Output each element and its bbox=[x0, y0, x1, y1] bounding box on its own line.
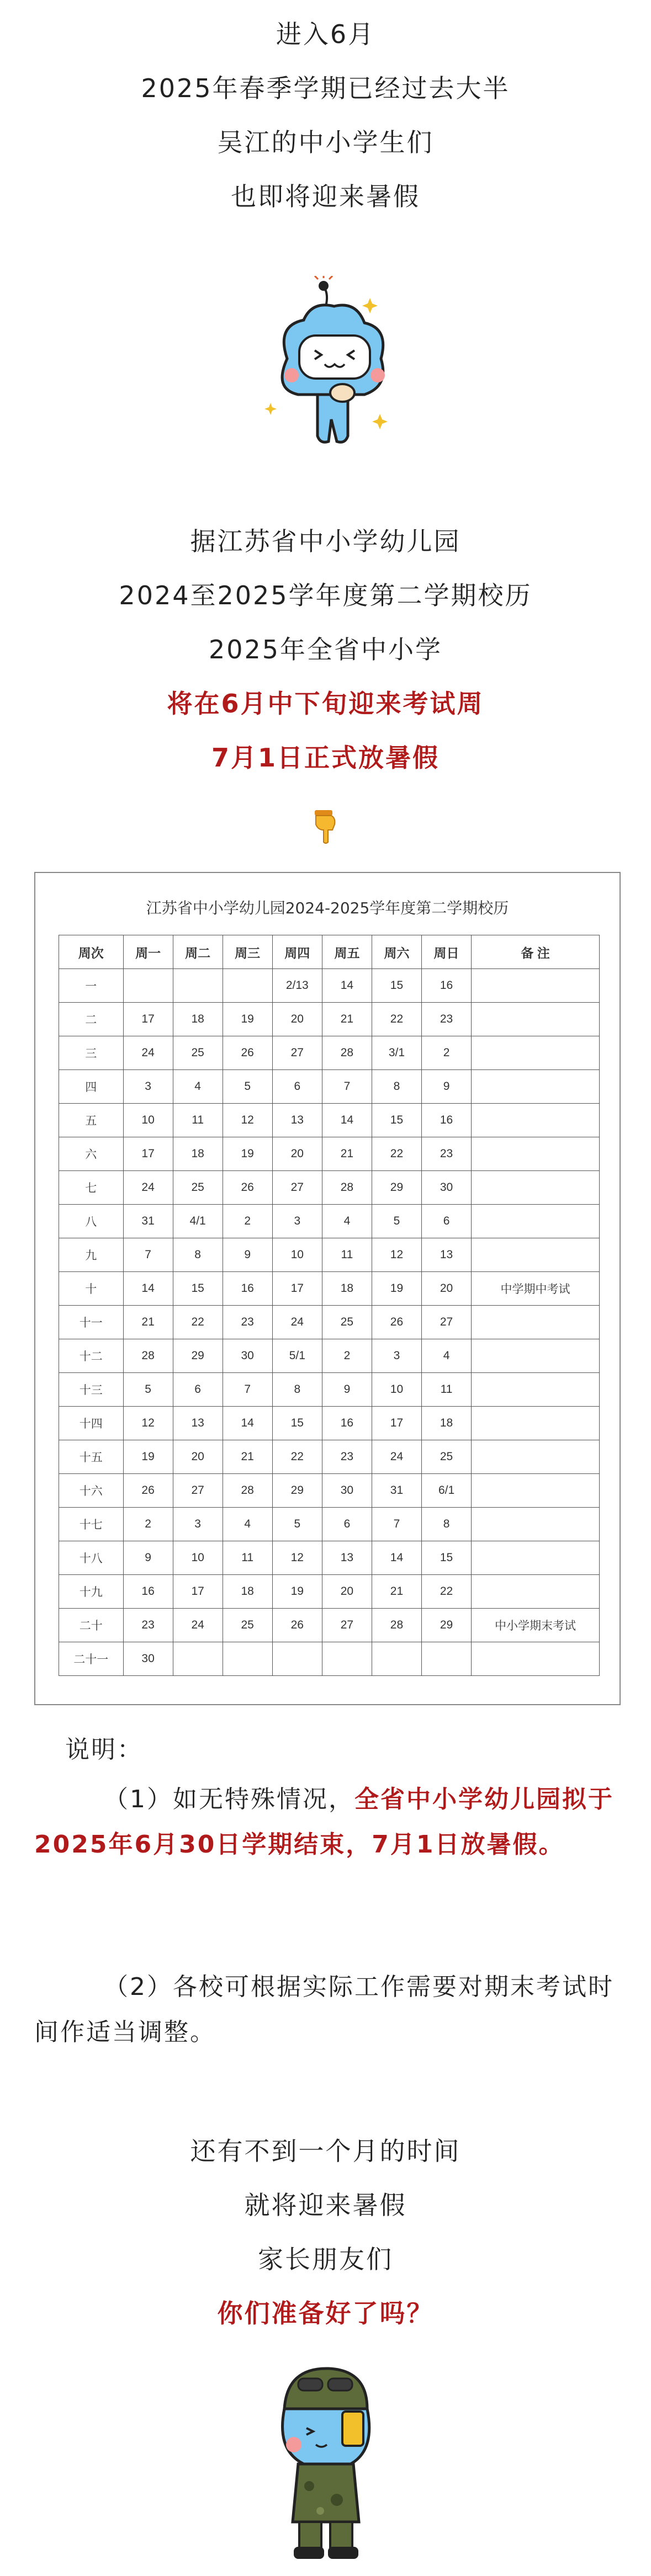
table-row bbox=[59, 1036, 600, 1070]
note-cell bbox=[472, 1440, 600, 1474]
date-cell: 11 bbox=[422, 1373, 472, 1407]
date-cell: 20 bbox=[272, 1003, 322, 1036]
week-number-cell: 十八 bbox=[59, 1541, 124, 1575]
date-cell: 6 bbox=[422, 1205, 472, 1238]
calendar-intro-line-3: 2025年全省中小学 bbox=[208, 635, 443, 664]
date-cell: 16 bbox=[123, 1575, 173, 1609]
date-cell: 22 bbox=[272, 1440, 322, 1474]
date-cell: 14 bbox=[223, 1407, 272, 1440]
date-cell: 27 bbox=[422, 1306, 472, 1339]
date-cell: 24 bbox=[272, 1306, 322, 1339]
note-cell bbox=[472, 1508, 600, 1541]
week-number-cell: 十四 bbox=[59, 1407, 124, 1440]
date-cell: 30 bbox=[422, 1171, 472, 1205]
date-cell: 30 bbox=[223, 1339, 272, 1373]
week-number-cell: 十五 bbox=[59, 1440, 124, 1474]
table-row bbox=[59, 1003, 600, 1036]
note-cell bbox=[472, 1474, 600, 1508]
date-cell: 15 bbox=[173, 1272, 223, 1306]
date-cell: 27 bbox=[173, 1474, 223, 1508]
date-cell bbox=[173, 1642, 223, 1676]
date-cell: 11 bbox=[173, 1104, 223, 1137]
date-cell: 21 bbox=[322, 1003, 372, 1036]
date-cell: 8 bbox=[272, 1373, 322, 1407]
date-cell: 9 bbox=[123, 1541, 173, 1575]
note-item-1 bbox=[34, 1777, 620, 1867]
date-cell: 5 bbox=[223, 1070, 272, 1104]
week-number-cell: 一 bbox=[59, 969, 124, 1003]
date-cell: 10 bbox=[173, 1541, 223, 1575]
date-cell: 14 bbox=[322, 969, 372, 1003]
date-cell bbox=[322, 1642, 372, 1676]
date-cell: 25 bbox=[173, 1036, 223, 1070]
date-cell: 2 bbox=[223, 1205, 272, 1238]
date-cell: 30 bbox=[123, 1642, 173, 1676]
date-cell: 5 bbox=[372, 1205, 421, 1238]
date-cell: 14 bbox=[123, 1272, 173, 1306]
calendar-header-cell: 周六 bbox=[372, 935, 421, 969]
note-cell bbox=[472, 1137, 600, 1171]
date-cell: 8 bbox=[422, 1508, 472, 1541]
week-number-cell: 七 bbox=[59, 1171, 124, 1205]
table-row bbox=[59, 1642, 600, 1676]
calendar-title: 江苏省中小学幼儿园2024-2025学年度第二学期校历 bbox=[146, 899, 509, 917]
date-cell: 19 bbox=[272, 1575, 322, 1609]
date-cell: 21 bbox=[322, 1137, 372, 1171]
note-cell bbox=[472, 1036, 600, 1070]
date-cell bbox=[372, 1642, 421, 1676]
date-cell: 17 bbox=[272, 1272, 322, 1306]
note-cell bbox=[472, 1373, 600, 1407]
date-cell: 26 bbox=[223, 1171, 272, 1205]
note-cell: 中学期中考试 bbox=[472, 1272, 600, 1306]
date-cell: 17 bbox=[123, 1137, 173, 1171]
date-cell: 16 bbox=[223, 1272, 272, 1306]
date-cell: 10 bbox=[272, 1238, 322, 1272]
date-cell: 15 bbox=[372, 1104, 421, 1137]
date-cell: 7 bbox=[123, 1238, 173, 1272]
calendar-header-cell: 周四 bbox=[272, 935, 322, 969]
date-cell: 17 bbox=[372, 1407, 421, 1440]
date-cell: 14 bbox=[372, 1541, 421, 1575]
date-cell: 2 bbox=[422, 1036, 472, 1070]
date-cell: 23 bbox=[422, 1137, 472, 1171]
week-number-cell: 二十一 bbox=[59, 1642, 124, 1676]
date-cell: 3/1 bbox=[372, 1036, 421, 1070]
week-number-cell: 九 bbox=[59, 1238, 124, 1272]
week-number-cell: 二 bbox=[59, 1003, 124, 1036]
note-cell bbox=[472, 1070, 600, 1104]
pointing-down-hand-icon bbox=[314, 810, 338, 844]
date-cell: 27 bbox=[272, 1036, 322, 1070]
date-cell: 18 bbox=[422, 1407, 472, 1440]
date-cell: 15 bbox=[372, 969, 421, 1003]
table-row bbox=[59, 1339, 600, 1373]
note-cell bbox=[472, 1104, 600, 1137]
date-cell: 19 bbox=[223, 1137, 272, 1171]
note-cell: 中小学期末考试 bbox=[472, 1609, 600, 1642]
date-cell: 26 bbox=[372, 1306, 421, 1339]
date-cell: 24 bbox=[372, 1440, 421, 1474]
date-cell: 4 bbox=[322, 1205, 372, 1238]
date-cell: 9 bbox=[322, 1373, 372, 1407]
date-cell: 13 bbox=[422, 1238, 472, 1272]
week-number-cell: 十九 bbox=[59, 1575, 124, 1609]
date-cell: 18 bbox=[223, 1575, 272, 1609]
school-calendar bbox=[34, 872, 621, 1705]
date-cell: 12 bbox=[272, 1541, 322, 1575]
note-cell bbox=[472, 1407, 600, 1440]
date-cell: 3 bbox=[173, 1508, 223, 1541]
date-cell: 9 bbox=[422, 1070, 472, 1104]
date-cell: 12 bbox=[223, 1104, 272, 1137]
date-cell bbox=[223, 969, 272, 1003]
table-row bbox=[59, 1104, 600, 1137]
date-cell: 23 bbox=[322, 1440, 372, 1474]
week-number-cell: 十一 bbox=[59, 1306, 124, 1339]
date-cell: 6 bbox=[322, 1508, 372, 1541]
week-number-cell: 十七 bbox=[59, 1508, 124, 1541]
calendar-header-cell: 备 注 bbox=[472, 935, 600, 969]
calendar-header-row bbox=[59, 935, 600, 969]
calendar-intro-line-2: 2024至2025学年度第二学期校历 bbox=[119, 581, 532, 610]
week-number-cell: 十二 bbox=[59, 1339, 124, 1373]
date-cell: 5 bbox=[272, 1508, 322, 1541]
date-cell: 14 bbox=[322, 1104, 372, 1137]
note-cell bbox=[472, 1541, 600, 1575]
date-cell: 3 bbox=[123, 1070, 173, 1104]
date-cell: 4 bbox=[173, 1070, 223, 1104]
table-row bbox=[59, 1440, 600, 1474]
date-cell: 29 bbox=[372, 1171, 421, 1205]
date-cell: 18 bbox=[173, 1137, 223, 1171]
table-row bbox=[59, 1306, 600, 1339]
date-cell: 26 bbox=[272, 1609, 322, 1642]
date-cell: 2/13 bbox=[272, 969, 322, 1003]
date-cell: 20 bbox=[173, 1440, 223, 1474]
calendar-highlight-line-2: 7月1日正式放暑假 bbox=[211, 743, 440, 773]
outro-line-1: 还有不到一个月的时间 bbox=[190, 2136, 461, 2166]
date-cell: 6 bbox=[272, 1070, 322, 1104]
date-cell bbox=[422, 1642, 472, 1676]
week-number-cell: 四 bbox=[59, 1070, 124, 1104]
date-cell: 4 bbox=[223, 1508, 272, 1541]
date-cell: 22 bbox=[422, 1575, 472, 1609]
date-cell: 28 bbox=[123, 1339, 173, 1373]
date-cell: 22 bbox=[372, 1137, 421, 1171]
date-cell: 28 bbox=[372, 1609, 421, 1642]
table-row bbox=[59, 969, 600, 1003]
table-row bbox=[59, 1070, 600, 1104]
date-cell: 23 bbox=[223, 1306, 272, 1339]
date-cell: 7 bbox=[223, 1373, 272, 1407]
date-cell: 6 bbox=[173, 1373, 223, 1407]
date-cell: 4/1 bbox=[173, 1205, 223, 1238]
date-cell: 25 bbox=[422, 1440, 472, 1474]
date-cell: 23 bbox=[123, 1609, 173, 1642]
date-cell: 12 bbox=[123, 1407, 173, 1440]
intro-line-1: 进入6月 bbox=[276, 19, 375, 49]
date-cell: 16 bbox=[422, 969, 472, 1003]
date-cell: 25 bbox=[322, 1306, 372, 1339]
date-cell: 24 bbox=[123, 1036, 173, 1070]
note-cell bbox=[472, 1642, 600, 1676]
calendar-header-cell: 周三 bbox=[223, 935, 272, 969]
date-cell: 4 bbox=[422, 1339, 472, 1373]
intro-line-3: 吴江的中小学生们 bbox=[217, 127, 434, 157]
table-row bbox=[59, 1137, 600, 1171]
calendar-header-cell: 周一 bbox=[123, 935, 173, 969]
date-cell: 6/1 bbox=[422, 1474, 472, 1508]
date-cell: 3 bbox=[272, 1205, 322, 1238]
date-cell: 13 bbox=[173, 1407, 223, 1440]
date-cell: 3 bbox=[372, 1339, 421, 1373]
table-row bbox=[59, 1238, 600, 1272]
table-row bbox=[59, 1508, 600, 1541]
date-cell: 24 bbox=[123, 1171, 173, 1205]
date-cell: 8 bbox=[173, 1238, 223, 1272]
date-cell: 9 bbox=[223, 1238, 272, 1272]
table-row bbox=[59, 1541, 600, 1575]
calendar-table bbox=[59, 935, 600, 1676]
note-cell bbox=[472, 1003, 600, 1036]
note-item-1-highlight: 全省中小学幼儿园拟于2025年6月30日学期结束，7月1日放暑假。 bbox=[34, 1785, 614, 1859]
date-cell: 22 bbox=[173, 1306, 223, 1339]
date-cell: 29 bbox=[422, 1609, 472, 1642]
date-cell bbox=[173, 969, 223, 1003]
soldier-mascot-icon bbox=[254, 2356, 398, 2566]
week-number-cell: 十三 bbox=[59, 1373, 124, 1407]
date-cell: 28 bbox=[223, 1474, 272, 1508]
date-cell: 17 bbox=[123, 1003, 173, 1036]
date-cell: 11 bbox=[223, 1541, 272, 1575]
calendar-header-cell: 周日 bbox=[422, 935, 472, 969]
calendar-header-cell: 周二 bbox=[173, 935, 223, 969]
date-cell: 13 bbox=[322, 1541, 372, 1575]
date-cell bbox=[123, 969, 173, 1003]
date-cell: 20 bbox=[272, 1137, 322, 1171]
note-cell bbox=[472, 1171, 600, 1205]
date-cell: 28 bbox=[322, 1036, 372, 1070]
table-row bbox=[59, 1407, 600, 1440]
week-number-cell: 三 bbox=[59, 1036, 124, 1070]
calendar-intro-line-1: 据江苏省中小学幼儿园 bbox=[190, 526, 461, 556]
cloud-mascot-icon bbox=[260, 276, 403, 458]
date-cell: 12 bbox=[372, 1238, 421, 1272]
note-item-1-prefix: （1）如无特殊情况， bbox=[104, 1785, 354, 1813]
note-cell bbox=[472, 1306, 600, 1339]
notes-heading: 说明： bbox=[65, 1736, 143, 1764]
date-cell: 29 bbox=[272, 1474, 322, 1508]
date-cell: 19 bbox=[372, 1272, 421, 1306]
date-cell: 18 bbox=[173, 1003, 223, 1036]
date-cell: 27 bbox=[322, 1609, 372, 1642]
date-cell: 21 bbox=[223, 1440, 272, 1474]
date-cell: 18 bbox=[322, 1272, 372, 1306]
note-cell bbox=[472, 1205, 600, 1238]
table-row bbox=[59, 1373, 600, 1407]
week-number-cell: 十 bbox=[59, 1272, 124, 1306]
date-cell: 5/1 bbox=[272, 1339, 322, 1373]
date-cell: 20 bbox=[422, 1272, 472, 1306]
date-cell: 10 bbox=[123, 1104, 173, 1137]
note-cell bbox=[472, 969, 600, 1003]
date-cell bbox=[272, 1642, 322, 1676]
date-cell: 23 bbox=[422, 1003, 472, 1036]
date-cell: 11 bbox=[322, 1238, 372, 1272]
date-cell: 21 bbox=[123, 1306, 173, 1339]
note-cell bbox=[472, 1339, 600, 1373]
outro-highlight: 你们准备好了吗？ bbox=[217, 2298, 434, 2328]
table-row bbox=[59, 1205, 600, 1238]
date-cell: 31 bbox=[372, 1474, 421, 1508]
date-cell: 16 bbox=[322, 1407, 372, 1440]
date-cell bbox=[223, 1642, 272, 1676]
week-number-cell: 五 bbox=[59, 1104, 124, 1137]
calendar-highlight-line-1: 将在6月中下旬迎来考试周 bbox=[167, 689, 484, 718]
table-row bbox=[59, 1474, 600, 1508]
date-cell: 2 bbox=[123, 1508, 173, 1541]
date-cell: 29 bbox=[173, 1339, 223, 1373]
date-cell: 13 bbox=[272, 1104, 322, 1137]
date-cell: 25 bbox=[223, 1609, 272, 1642]
table-row bbox=[59, 1609, 600, 1642]
date-cell: 27 bbox=[272, 1171, 322, 1205]
week-number-cell: 八 bbox=[59, 1205, 124, 1238]
date-cell: 10 bbox=[372, 1373, 421, 1407]
note-cell bbox=[472, 1575, 600, 1609]
date-cell: 19 bbox=[123, 1440, 173, 1474]
date-cell: 20 bbox=[322, 1575, 372, 1609]
week-number-cell: 二十 bbox=[59, 1609, 124, 1642]
date-cell: 5 bbox=[123, 1373, 173, 1407]
date-cell: 7 bbox=[372, 1508, 421, 1541]
date-cell: 19 bbox=[223, 1003, 272, 1036]
outro-line-3: 家长朋友们 bbox=[258, 2244, 393, 2274]
intro-line-2: 2025年春季学期已经过去大半 bbox=[141, 73, 510, 103]
date-cell: 2 bbox=[322, 1339, 372, 1373]
date-cell: 21 bbox=[372, 1575, 421, 1609]
note-item-2: （2）各校可根据实际工作需要对期末考试时间作适当调整。 bbox=[34, 1973, 614, 2046]
date-cell: 7 bbox=[322, 1070, 372, 1104]
date-cell: 15 bbox=[272, 1407, 322, 1440]
date-cell: 24 bbox=[173, 1609, 223, 1642]
date-cell: 8 bbox=[372, 1070, 421, 1104]
date-cell: 17 bbox=[173, 1575, 223, 1609]
table-row bbox=[59, 1575, 600, 1609]
intro-line-4: 也即将迎来暑假 bbox=[231, 182, 420, 211]
note-cell bbox=[472, 1238, 600, 1272]
calendar-header-cell: 周次 bbox=[59, 935, 124, 969]
week-number-cell: 六 bbox=[59, 1137, 124, 1171]
calendar-header-cell: 周五 bbox=[322, 935, 372, 969]
date-cell: 31 bbox=[123, 1205, 173, 1238]
date-cell: 16 bbox=[422, 1104, 472, 1137]
outro-line-2: 就将迎来暑假 bbox=[244, 2190, 407, 2220]
table-row bbox=[59, 1272, 600, 1306]
date-cell: 30 bbox=[322, 1474, 372, 1508]
date-cell: 26 bbox=[123, 1474, 173, 1508]
date-cell: 28 bbox=[322, 1171, 372, 1205]
table-row bbox=[59, 1171, 600, 1205]
date-cell: 22 bbox=[372, 1003, 421, 1036]
week-number-cell: 十六 bbox=[59, 1474, 124, 1508]
date-cell: 25 bbox=[173, 1171, 223, 1205]
date-cell: 26 bbox=[223, 1036, 272, 1070]
date-cell: 15 bbox=[422, 1541, 472, 1575]
